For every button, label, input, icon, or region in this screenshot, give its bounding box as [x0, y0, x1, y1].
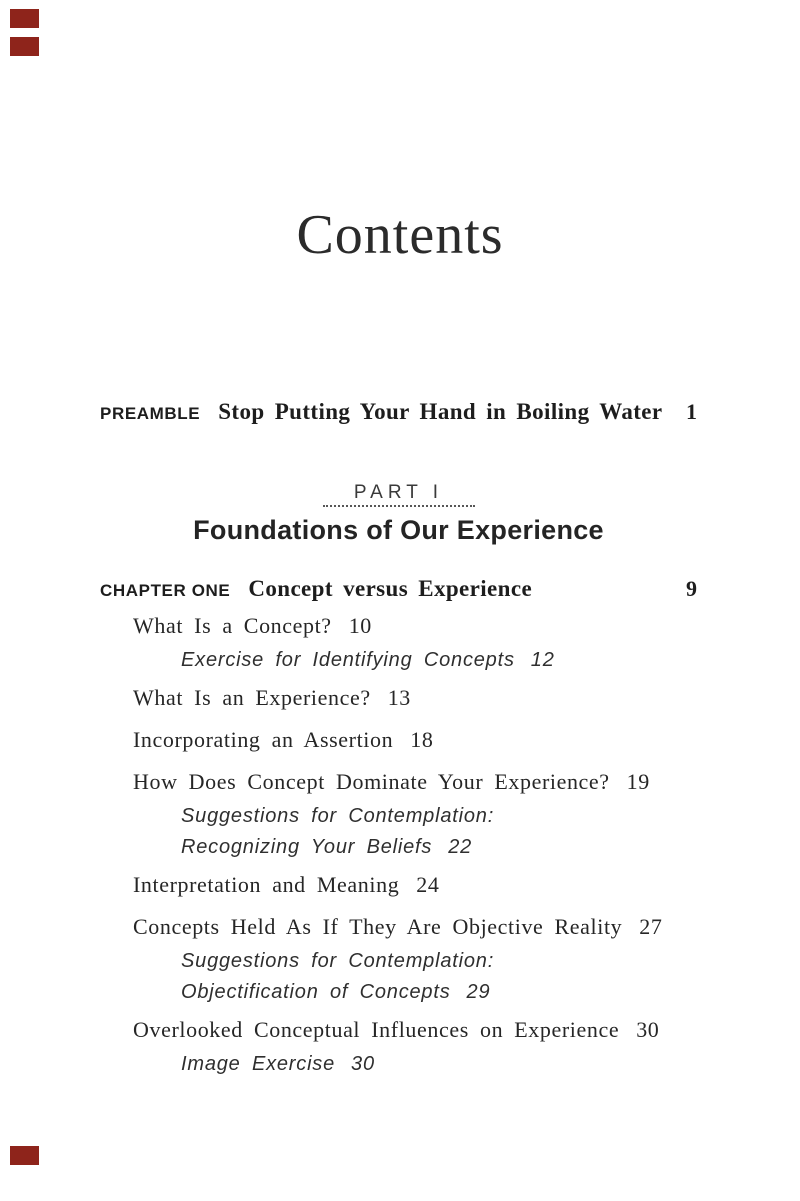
chapter-page-number: 9	[686, 576, 697, 601]
toc-subentry	[133, 645, 697, 676]
red-tab-mark-top-2	[10, 37, 39, 56]
toc-subentry-title: Recognizing Your Beliefs	[181, 836, 433, 858]
part-kicker: PART I	[353, 482, 444, 503]
preamble-row	[100, 399, 697, 427]
preamble-title: Stop Putting Your Hand in Boiling Water	[218, 399, 663, 424]
toc-entry	[133, 873, 697, 896]
red-tab-mark-bottom	[10, 1146, 39, 1165]
chapter-title: Concept versus Experience	[248, 576, 533, 601]
toc-subentry-title: Exercise for Identifying Concepts	[181, 649, 515, 671]
toc-subentry-page-number: 22	[448, 836, 473, 858]
toc-entry-page-number: 19	[626, 769, 650, 794]
toc-subentry-line	[181, 801, 697, 832]
toc-subentry-page-number: 12	[530, 649, 555, 671]
toc-entry	[133, 614, 697, 676]
toc-entry-main-line	[133, 1018, 697, 1041]
toc-subentry-line	[181, 645, 697, 676]
toc-subentry-page-number: 29	[466, 981, 491, 1003]
toc-entry	[133, 770, 697, 863]
toc-subentry	[133, 1049, 697, 1080]
page-title: Contents	[296, 204, 504, 266]
toc-entry-main-line	[133, 686, 697, 709]
toc-entry	[133, 686, 697, 709]
toc-entry-title: How Does Concept Dominate Your Experience?	[133, 769, 610, 794]
dotted-rule	[323, 505, 475, 507]
toc-subentry-page-number: 30	[351, 1053, 375, 1075]
toc-entry-title: Concepts Held As If They Are Objective Reality	[133, 914, 623, 939]
toc-content	[0, 399, 800, 1080]
toc-entry-main-line	[133, 873, 697, 896]
toc-subentry-line	[181, 946, 697, 977]
toc-entry-title: Incorporating an Assertion	[133, 727, 394, 752]
toc-subentry-line	[181, 1049, 697, 1080]
toc-entry-title: Interpretation and Meaning	[133, 872, 400, 897]
toc-entry-page-number: 18	[410, 727, 434, 752]
toc-entries	[100, 614, 697, 1080]
part-heading	[100, 482, 697, 545]
toc-entry-page-number: 30	[636, 1017, 660, 1042]
toc-entry	[133, 728, 697, 751]
chapter-label: CHAPTER ONE	[100, 581, 231, 600]
chapter-row	[100, 576, 697, 604]
toc-subentry-title: Objectification of Concepts	[181, 981, 451, 1003]
toc-entry-title: What Is an Experience?	[133, 685, 371, 710]
toc-entry-page-number: 24	[416, 872, 440, 897]
red-tab-mark-top-1	[10, 9, 39, 28]
preamble-label: PREAMBLE	[100, 404, 201, 423]
toc-subentry-line	[181, 977, 697, 1008]
toc-entry-main-line	[133, 915, 697, 938]
toc-subentry-title: Suggestions for Contemplation:	[181, 950, 495, 972]
toc-entry-title: What Is a Concept?	[133, 613, 332, 638]
part-title: Foundations of Our Experience	[193, 515, 604, 545]
toc-entry-main-line	[133, 614, 697, 637]
toc-entry-page-number: 10	[348, 613, 372, 638]
toc-subentry-title: Suggestions for Contemplation:	[181, 805, 495, 827]
toc-entry-page-number: 27	[639, 914, 663, 939]
preamble-page-number: 1	[686, 399, 697, 424]
toc-subentry-title: Image Exercise	[181, 1053, 336, 1075]
toc-entry	[133, 1018, 697, 1080]
toc-entry-main-line	[133, 728, 697, 751]
toc-entry	[133, 915, 697, 1008]
toc-subentry-line	[181, 832, 697, 863]
toc-subentry	[133, 801, 697, 863]
toc-entry-title: Overlooked Conceptual Influences on Experience	[133, 1017, 620, 1042]
toc-entry-page-number: 13	[387, 685, 411, 710]
toc-subentry	[133, 946, 697, 1008]
toc-entry-main-line	[133, 770, 697, 793]
